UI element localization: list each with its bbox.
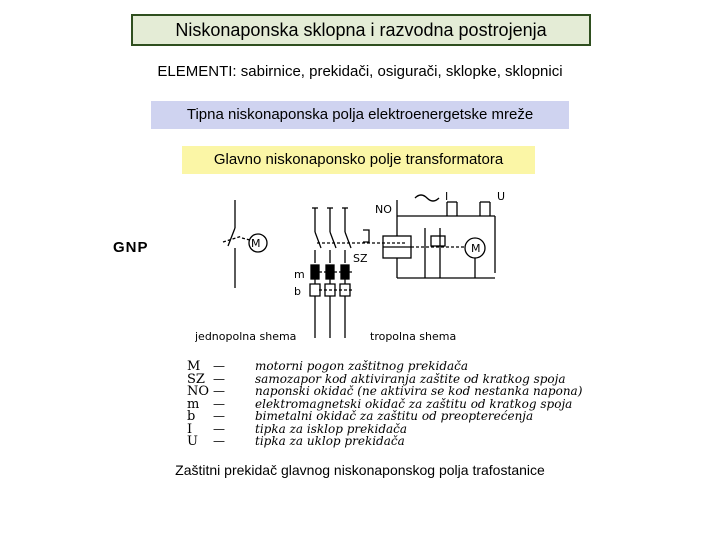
- tropolna-label: tropolna shema: [370, 330, 457, 343]
- elements-line: ELEMENTI: sabirnice, prekidači, osigurači, sklopke, sklopnici: [157, 63, 563, 80]
- b-label: b: [294, 285, 301, 298]
- u-label: U: [497, 190, 506, 203]
- legend-row-mm: m — elektromagnetski okidač za zaštitu od kratkog spoja: [187, 396, 573, 412]
- i-label: I: [445, 190, 449, 203]
- legend-row-u: U — tipka za uklop prekidača: [187, 434, 405, 449]
- motor-label-right: M: [471, 242, 481, 255]
- legend-row-sz: SZ — samozapor kod aktiviranja zaštite od kratkog spoja: [187, 371, 566, 387]
- gnp-label: GNP: [113, 239, 149, 256]
- m-label: m: [294, 268, 305, 281]
- legend-row-b: b — bimetalni okidač za zaštitu od preopterećenja: [187, 409, 534, 424]
- sz-label: SZ: [353, 252, 368, 265]
- slide-title: Niskonaponska sklopna i razvodna postrojenja: [131, 14, 591, 46]
- tipna-polja-box: Tipna niskonaponska polja elektroenergetske mreže: [151, 101, 569, 129]
- legend-row-m: M — motorni pogon zaštitnog prekidača: [187, 359, 469, 374]
- figure-caption: Zaštitni prekidač glavnog niskonaponskog polja trafostanice: [175, 462, 545, 478]
- circuit-diagram: [195, 188, 525, 353]
- glavno-polje-box: Glavno niskonaponsko polje transformatora: [182, 146, 535, 174]
- legend-row-i: I — tipka za isklop prekidača: [187, 421, 408, 437]
- no-label: NO: [375, 203, 392, 216]
- motor-label: M: [251, 237, 261, 250]
- legend: [187, 360, 582, 448]
- legend-row-no: NO — naponski okidač (ne aktivira se kod nestanka napona): [187, 384, 583, 399]
- jednopolna-label: jednopolna shema: [195, 330, 297, 343]
